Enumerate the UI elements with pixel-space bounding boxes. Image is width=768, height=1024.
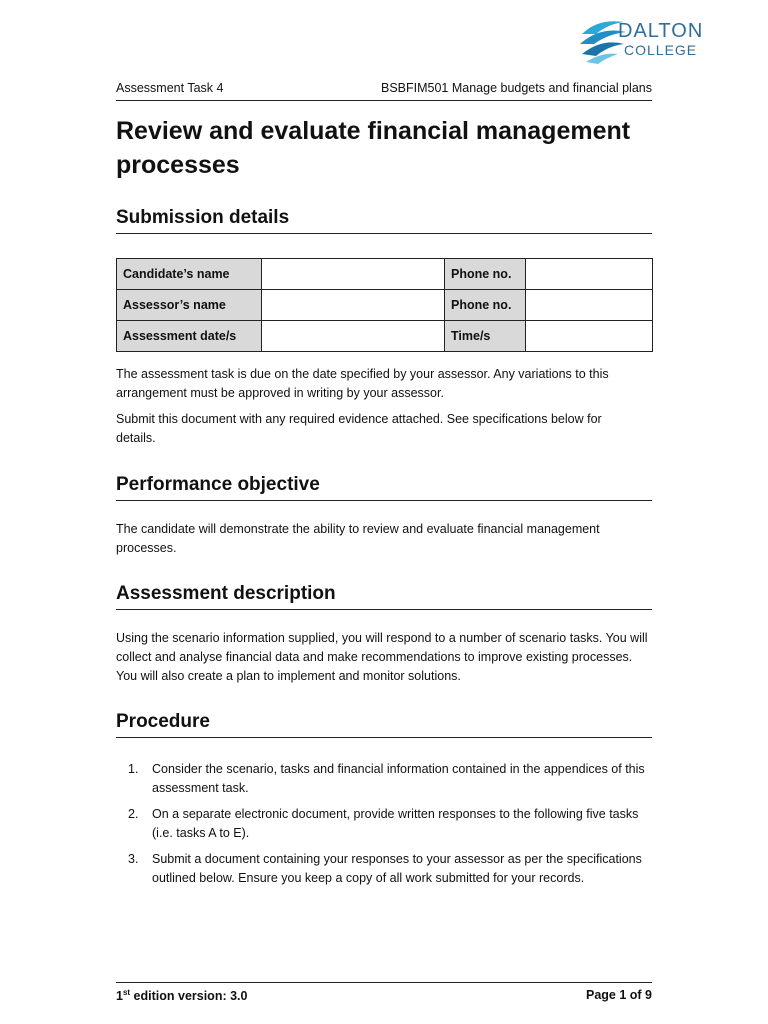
label-candidate-name: Candidate’s name (117, 259, 262, 290)
heading-procedure: Procedure (116, 711, 652, 738)
list-item-text: Submit a document containing your responses to your assessor as per the specifications outlined below. Ensure you keep a copy of all work submitted for your records. (152, 852, 642, 885)
procedure-list (116, 760, 652, 895)
table-row (117, 290, 653, 321)
table-row (117, 321, 653, 352)
label-phone-candidate: Phone no. (445, 259, 526, 290)
field-assessment-date[interactable] (262, 321, 445, 352)
edition-version: edition version: 3.0 (130, 989, 248, 1004)
submission-evidence-text: Submit this document with any required evidence attached. See specifications below for details. (116, 412, 602, 445)
label-time: Time/s (445, 321, 526, 352)
field-time[interactable] (526, 321, 653, 352)
field-phone-assessor[interactable] (526, 290, 653, 321)
heading-performance-objective: Performance objective (116, 474, 652, 501)
list-item-number: 3. (128, 852, 139, 866)
header-task: Assessment Task 4 (116, 81, 224, 95)
heading-assessment-description: Assessment description (116, 583, 652, 610)
label-assessment-date: Assessment date/s (117, 321, 262, 352)
list-item-text: On a separate electronic document, provide written responses to the following five tasks (i.e. tasks A to E). (152, 807, 639, 840)
field-candidate-name[interactable] (262, 259, 445, 290)
list-item-text: Consider the scenario, tasks and financial information contained in the appendices of this assessment task. (152, 762, 645, 795)
list-item (116, 760, 652, 797)
field-phone-candidate[interactable] (526, 259, 653, 290)
performance-objective-text: The candidate will demonstrate the ability to review and evaluate financial management processes. (116, 522, 600, 555)
footer-page-number: Page 1 of 9 (586, 988, 652, 1002)
list-item (116, 850, 652, 887)
logo-text-dalton: DALTON (618, 20, 704, 42)
edition-number: 1 (116, 989, 123, 1004)
page-footer (116, 982, 652, 1004)
list-item-number: 2. (128, 807, 139, 821)
list-item (116, 805, 652, 842)
edition-ordinal: st (122, 988, 131, 997)
submission-details-table (116, 258, 653, 352)
label-phone-assessor: Phone no. (445, 290, 526, 321)
label-assessor-name: Assessor’s name (117, 290, 262, 321)
dalton-college-logo (578, 14, 748, 70)
logo-text-college: COLLEGE (624, 42, 698, 58)
running-header (116, 80, 652, 101)
table-row (117, 259, 653, 290)
header-unit: BSBFIM501 Manage budgets and financial plans (380, 81, 652, 95)
field-assessor-name[interactable] (262, 290, 445, 321)
assessment-description-text: Using the scenario information supplied, you will respond to a number of scenario tasks. You will collect and analyse financial data and make recommendations to improve existing processes. You will also create a plan to implement and monitor solutions. (116, 631, 648, 683)
page-title: Review and evaluate financial management processes (116, 117, 631, 179)
list-item-number: 1. (128, 762, 139, 776)
heading-submission-details: Submission details (116, 207, 652, 234)
footer-edition (116, 988, 247, 1003)
submission-due-text: The assessment task is due on the date specified by your assessor. Any variations to this arrangement must be approved in writing by your assessor. (116, 367, 609, 400)
